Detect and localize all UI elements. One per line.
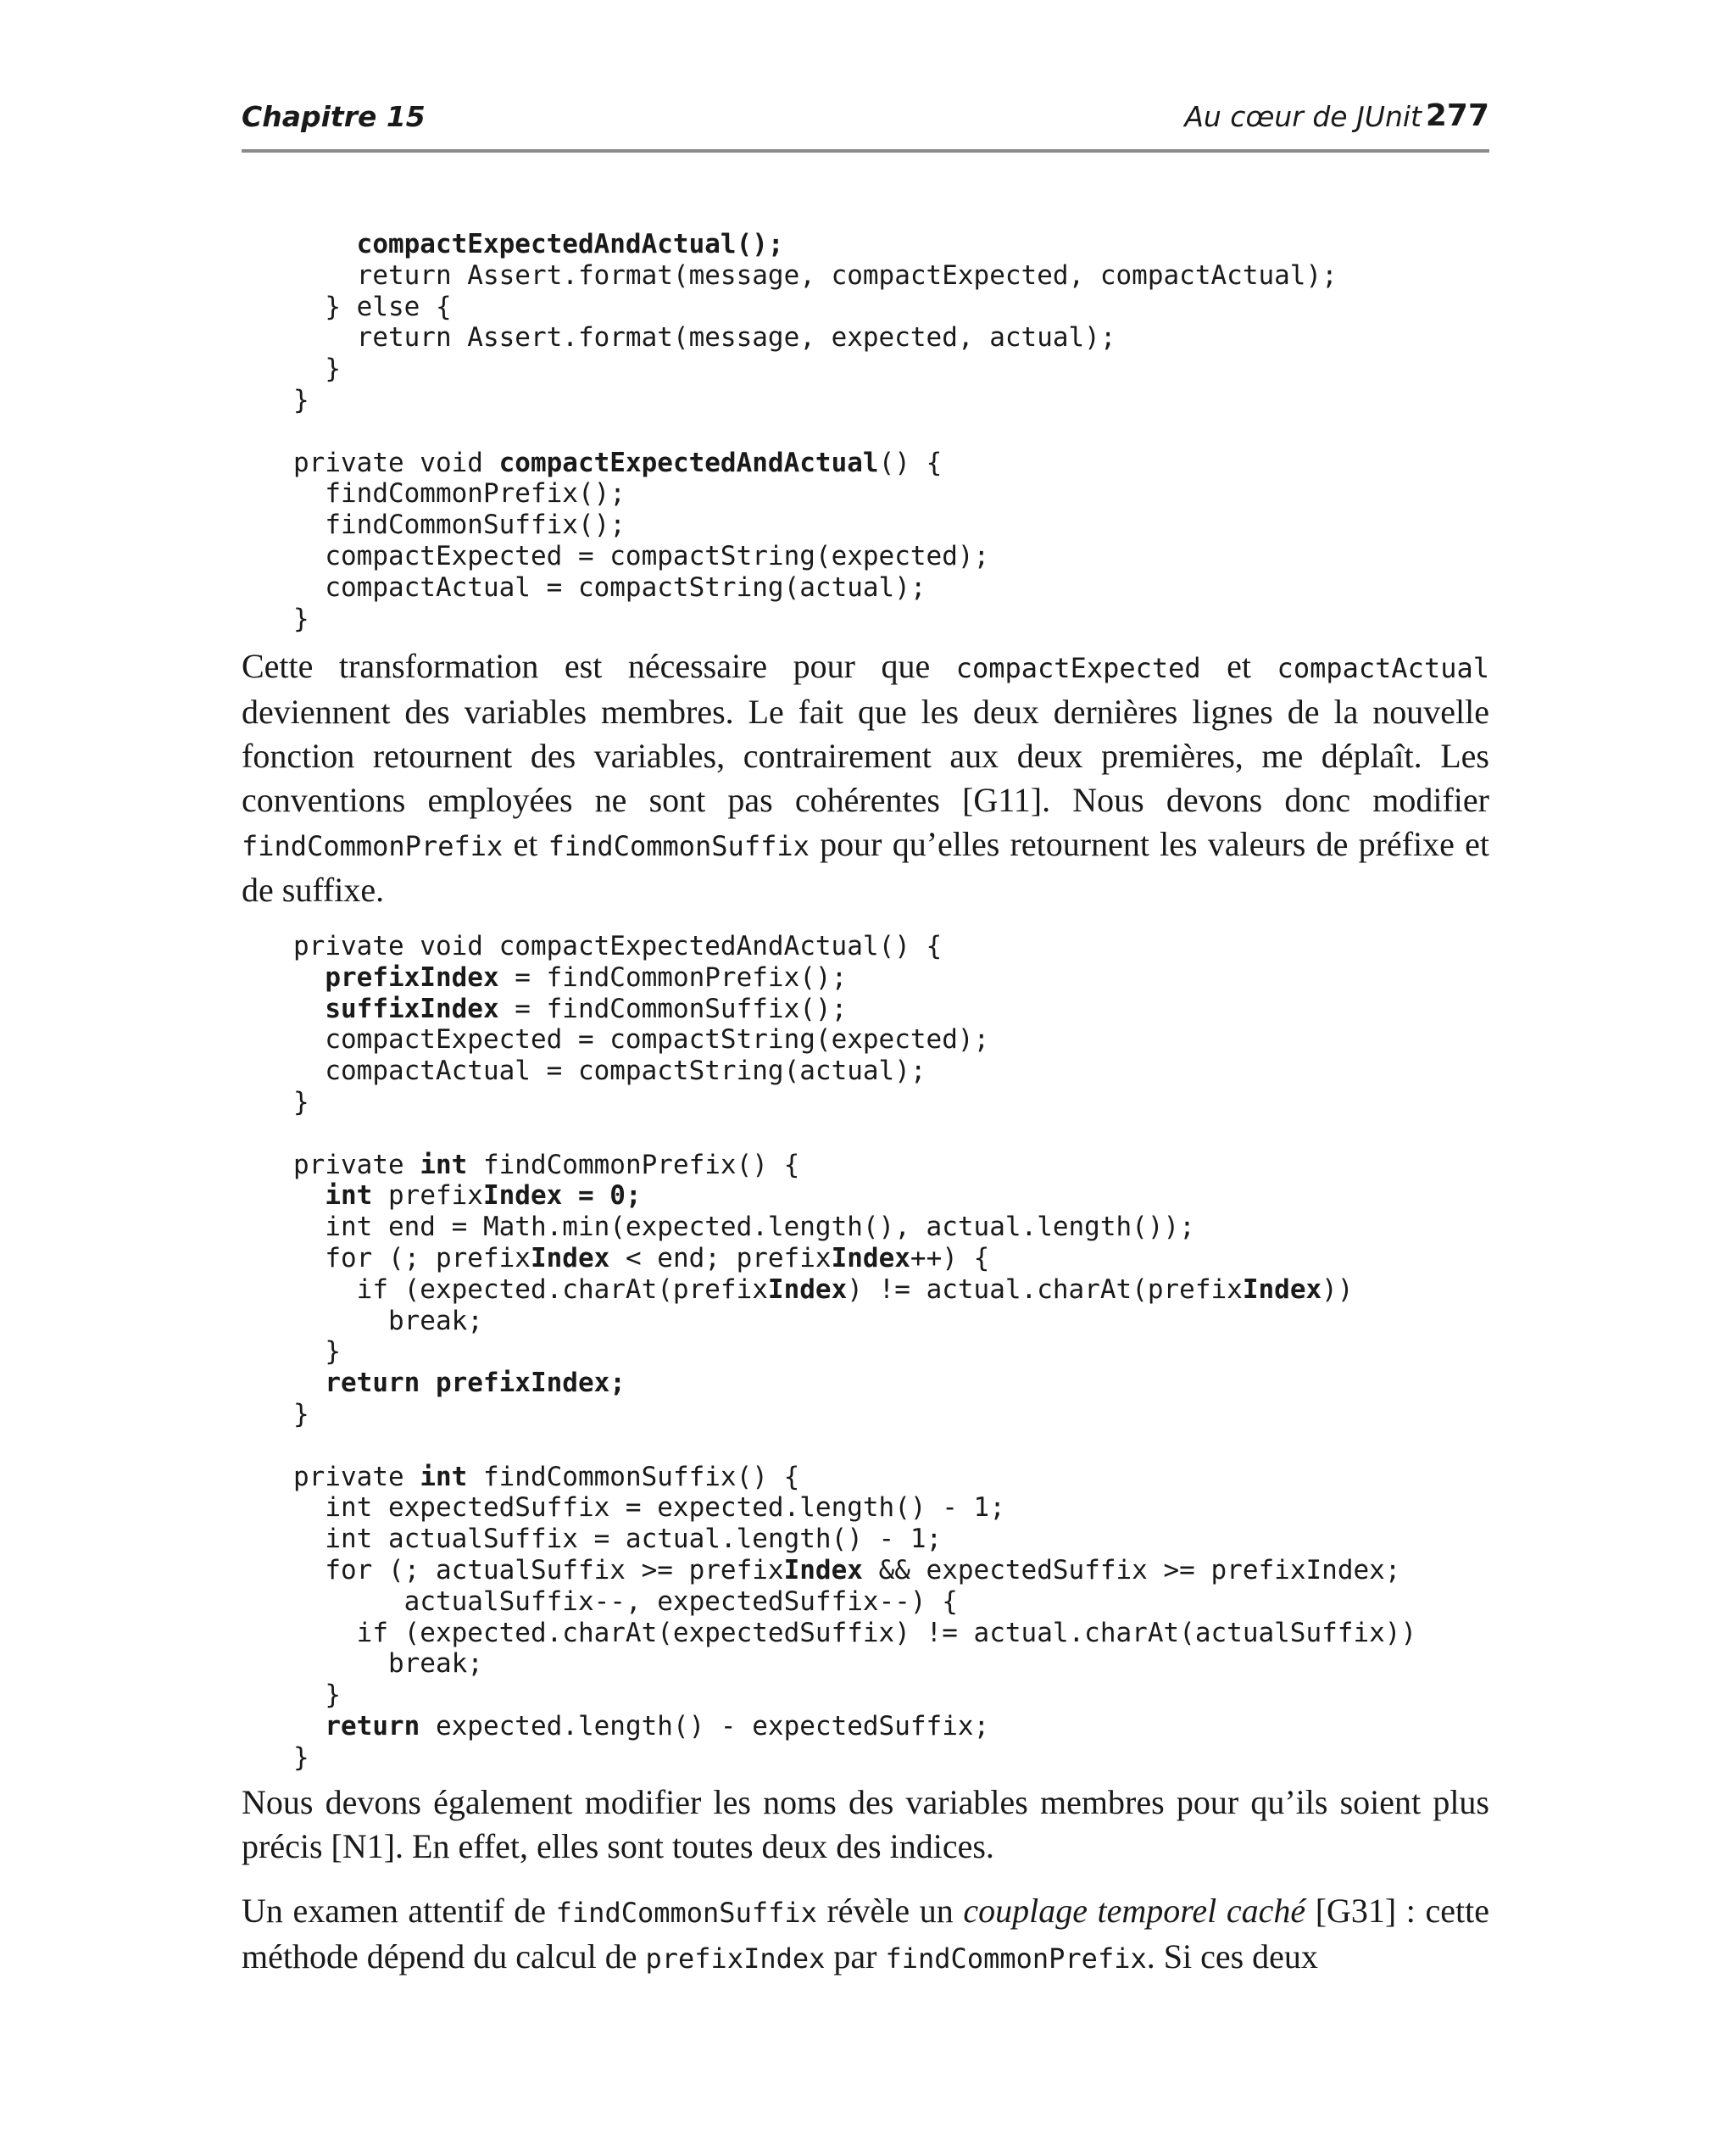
text-run: et xyxy=(503,825,548,863)
code-line xyxy=(293,1462,1416,1493)
text-run: par xyxy=(825,1937,886,1976)
code-token: private xyxy=(293,1461,420,1492)
code-line xyxy=(293,478,1338,510)
code-token: private void xyxy=(293,447,499,478)
inline-code: compactActual xyxy=(1277,652,1489,684)
code-token: } xyxy=(325,1680,341,1711)
code-token: compactActual = compactString(actual); xyxy=(325,571,926,603)
code-line xyxy=(293,1430,1416,1462)
code-line xyxy=(293,1150,1416,1181)
inline-code: prefixIndex xyxy=(645,1942,826,1975)
code-line xyxy=(293,1180,1416,1212)
code-token: = findCommonSuffix(); xyxy=(498,993,848,1024)
text-run: révèle un xyxy=(816,1892,964,1930)
code-block-compact-expected-and-actual xyxy=(293,229,1338,634)
code-token: } xyxy=(293,1086,309,1117)
paragraph-temporal-coupling xyxy=(242,1889,1489,1981)
code-token: ++) { xyxy=(910,1242,990,1273)
section-title: Au cœur de JUnit xyxy=(1184,100,1422,133)
code-line xyxy=(293,354,1338,385)
code-line xyxy=(293,572,1338,604)
code-token: int expectedSuffix = expected.length() - 1; xyxy=(325,1492,1005,1524)
code-line xyxy=(293,385,1338,416)
code-token: private void compactExpectedAndActual() { xyxy=(293,931,943,961)
inline-code: findCommonPrefix xyxy=(885,1942,1147,1975)
code-line xyxy=(293,229,1338,260)
code-token-bold: suffixIndex xyxy=(325,993,499,1024)
code-token-bold: int xyxy=(325,1180,373,1212)
code-line xyxy=(293,994,1416,1025)
chapter-label: Chapitre 15 xyxy=(242,100,426,133)
text-run: et xyxy=(1200,647,1277,685)
code-line xyxy=(293,541,1338,572)
code-token: findCommonSuffix(); xyxy=(325,510,626,541)
code-token: prefix xyxy=(372,1180,483,1212)
code-token: } xyxy=(293,603,309,634)
code-token: return Assert.format(message, compactExpected, compactActual); xyxy=(356,259,1338,291)
text-run: deviennent des variables membres. Le fait que les deux dernières lignes de la nouvelle fonction retournent des variables, contrairement aux deux premières, me déplaît. Les conventions employées ne sont pas cohérentes [G11]. Nous devons donc modifier xyxy=(242,693,1489,819)
code-line xyxy=(293,1680,1416,1711)
code-token: < end; prefix xyxy=(609,1242,832,1273)
paragraph-transformation xyxy=(242,644,1489,912)
code-line xyxy=(293,1368,1416,1399)
code-token: actualSuffix--, expectedSuffix--) { xyxy=(403,1585,958,1617)
code-token: } xyxy=(293,1398,309,1429)
code-token: int actualSuffix = actual.length() - 1; xyxy=(325,1524,943,1555)
code-line xyxy=(293,1586,1416,1618)
code-token: } xyxy=(325,354,341,385)
code-token: if (expected.charAt(expectedSuffix) != actual.charAt(actualSuffix)) xyxy=(356,1617,1417,1648)
code-token: break; xyxy=(387,1305,483,1336)
page-number: 277 xyxy=(1425,98,1489,133)
code-token: () { xyxy=(878,447,943,478)
code-token: compactExpected = compactString(expected); xyxy=(325,1024,990,1056)
code-line xyxy=(293,1492,1416,1524)
code-token: findCommonPrefix() { xyxy=(467,1149,800,1180)
code-line xyxy=(293,1336,1416,1368)
code-token: } xyxy=(293,1742,309,1773)
code-token: for (; actualSuffix >= prefix xyxy=(325,1554,784,1585)
code-line xyxy=(293,931,1416,962)
code-token: expected.length() - expectedSuffix; xyxy=(420,1710,990,1742)
code-line xyxy=(293,1648,1416,1680)
code-line xyxy=(293,962,1416,994)
code-token-bold: int xyxy=(420,1149,468,1180)
inline-code: findCommonSuffix xyxy=(548,830,810,862)
code-token: break; xyxy=(387,1648,483,1680)
code-line xyxy=(293,1306,1416,1337)
code-token: findCommonPrefix(); xyxy=(325,478,626,510)
code-token: && expectedSuffix >= prefixIndex; xyxy=(862,1554,1401,1585)
text-run: Nous devons également modifier les noms des variables membres pour qu’ils soient plus précis [N1]. En effet, elles sont toutes deux des indices. xyxy=(242,1783,1489,1865)
code-line xyxy=(293,604,1338,635)
code-line xyxy=(293,510,1338,541)
code-token: for (; prefix xyxy=(325,1242,531,1273)
inline-code: findCommonSuffix xyxy=(555,1897,817,1929)
code-token: int end = Math.min(expected.length(), actual.length()); xyxy=(325,1212,1195,1243)
code-line xyxy=(293,322,1338,354)
code-line xyxy=(293,1524,1416,1555)
code-token: = findCommonPrefix(); xyxy=(498,961,848,993)
code-token-bold: return xyxy=(325,1710,420,1742)
code-line xyxy=(293,1024,1416,1056)
code-line xyxy=(293,1742,1416,1774)
code-line xyxy=(293,416,1338,448)
code-token: compactActual = compactString(actual); xyxy=(325,1056,926,1087)
code-token-bold: return prefixIndex; xyxy=(325,1368,626,1399)
code-line xyxy=(293,260,1338,292)
code-line xyxy=(293,1618,1416,1649)
code-token-bold: compactExpectedAndActual(); xyxy=(356,229,784,259)
text-run: Un examen attentif de xyxy=(242,1892,556,1930)
code-token: if (expected.charAt(prefix xyxy=(356,1273,768,1305)
code-token-bold: int xyxy=(420,1461,468,1492)
code-token: return Assert.format(message, expected, actual); xyxy=(356,322,1116,354)
code-token-bold: Index xyxy=(767,1273,848,1305)
code-line xyxy=(293,1212,1416,1243)
code-token-bold: Index xyxy=(1242,1273,1322,1305)
code-line xyxy=(293,1711,1416,1742)
text-run: Cette transformation est nécessaire pour que xyxy=(242,647,956,685)
code-token: )) xyxy=(1321,1273,1354,1305)
code-token: } xyxy=(325,1336,341,1368)
code-line xyxy=(293,1274,1416,1306)
text-run: pour qu’elles retournent les valeurs de préfixe et de suffixe. xyxy=(242,825,1490,909)
code-token: ) != actual.charAt(prefix xyxy=(847,1273,1243,1305)
code-token: } else { xyxy=(325,291,452,322)
code-line xyxy=(293,1118,1416,1150)
code-token: } xyxy=(293,384,309,415)
code-line xyxy=(293,1399,1416,1430)
code-line xyxy=(293,1243,1416,1274)
code-token-bold: compactExpectedAndActual xyxy=(498,447,879,478)
inline-code: findCommonPrefix xyxy=(242,830,504,862)
code-token: findCommonSuffix() { xyxy=(467,1461,800,1492)
emphasis-text: couplage temporel caché xyxy=(963,1892,1306,1930)
inline-code: compactExpected xyxy=(955,652,1201,684)
code-token-bold: Index xyxy=(831,1242,910,1273)
code-line xyxy=(293,1056,1416,1087)
code-token-bold: Index = 0; xyxy=(482,1180,642,1212)
code-block-find-common-prefix-suffix xyxy=(293,931,1416,1774)
running-head xyxy=(242,100,1489,141)
paragraph-rename-variables xyxy=(242,1781,1489,1869)
code-token-bold: Index xyxy=(783,1554,863,1585)
code-token: private xyxy=(293,1149,420,1180)
code-line xyxy=(293,1555,1416,1586)
code-line xyxy=(293,448,1338,479)
text-run: [G31] : cette méthode dépend du calcul de xyxy=(242,1892,1489,1976)
code-token-bold: prefixIndex xyxy=(325,961,499,993)
code-token: compactExpected = compactString(expected); xyxy=(325,540,990,571)
text-run: . Si ces deux xyxy=(1146,1937,1318,1976)
code-line xyxy=(293,1087,1416,1118)
header-rule xyxy=(242,149,1489,153)
code-token-bold: Index xyxy=(530,1242,610,1273)
code-line xyxy=(293,292,1338,323)
